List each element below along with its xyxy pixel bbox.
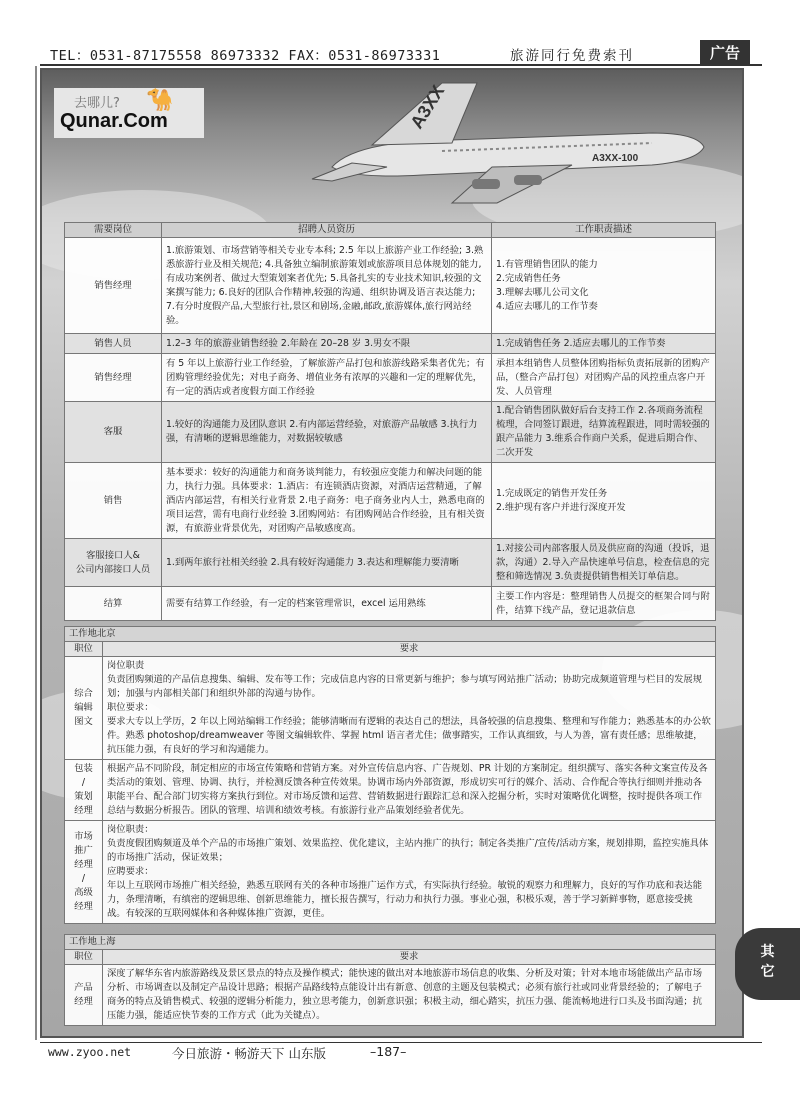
table-row	[65, 965, 716, 1026]
row-position: 客服	[65, 402, 162, 463]
jobs-table	[64, 222, 716, 621]
row-position: 客服接口人& 公司内部接口人员	[65, 539, 162, 587]
shanghai-col-requirements: 要求	[103, 950, 716, 965]
shanghai-col-position: 职位	[65, 950, 103, 965]
ad-tag: 广告	[700, 40, 750, 66]
page-footer	[40, 1042, 762, 1060]
row-duties	[492, 587, 716, 621]
row-requirements	[103, 821, 716, 924]
beijing-jobs-table	[64, 626, 716, 924]
row-position: 结算	[65, 587, 162, 621]
row-requirements	[103, 657, 716, 760]
row-duties	[492, 354, 716, 402]
row-requirements: 基本要求：较好的沟通能力和商务谈判能力，有较强应变能力和解决问题的能力，执行力强。具体要求：1.酒店：有连锁酒店资源，对酒店运营精通，了解酒店内部运营，有相关行业背景 2.电子商务：电子商务业内人士，熟悉电商的项目运营，需有电商行业经验 3.团购网站：有团购网站合作经验，且有相关资源，有旅游业背景优先，对团购产品敏感度高。	[162, 463, 492, 539]
jobs-table-header	[65, 223, 716, 238]
row-position: 综合 编辑 图文	[65, 657, 103, 760]
advertisement-panel	[40, 68, 744, 1038]
page-header	[40, 40, 762, 66]
row-duties	[492, 334, 716, 354]
requirement-line: 年以上互联网市场推广相关经验，熟悉互联网有关的各种市场推广运作方式，有实际执行经验。敏锐的观察力和理解力，良好的写作功底和表达能力，条理清晰，有缜密的逻辑思维、创新思维能力，擅长报告撰写，行动力和执行力强。事业心强，积极乐观，善于学习新鲜事物，愿意接受挑战。有较深的互联网媒体和各种媒体推广资源，更佳。	[107, 880, 703, 919]
row-requirements	[103, 965, 716, 1026]
row-duties	[492, 402, 716, 463]
plane-tail-text: A3XX	[406, 81, 449, 133]
duty-line: 1.对接公司内部客服人员及供应商的沟通（投诉，退款，沟通）2.导入产品快速单号信息，检查信息的完整和筛选情况 3.负责提供销售相关订单信息。	[496, 542, 710, 582]
section-side-tab: 其 它	[735, 928, 800, 1000]
duty-line: 1.完成既定的销售开发任务	[496, 487, 608, 499]
header-duties: 工作职责描述	[492, 223, 716, 238]
camel-icon: 🐪	[146, 88, 174, 113]
requirement-line: 要求大专以上学历，2 年以上网站编辑工作经验；能够清晰而有逻辑的表达自己的想法，具备较强的信息搜集、整理和写作能力；熟悉基本的办公软件。熟悉 photoshop/dreamweaver 等图文编辑软件、掌握 html 语言者尤佳；做事踏实，工作认真细致，与人为善，富有责任感；思维敏捷，抗压能力强，有良好的学习和沟通能力。	[107, 716, 711, 755]
row-requirements: 有 5 年以上旅游行业工作经验，了解旅游产品打包和旅游线路采集者优先；有团购管理经验优先；对电子商务、增值业务有浓厚的兴趣和一定的理解优先，有一定的酒店或者度假方面工作经验	[162, 354, 492, 402]
row-position: 销售	[65, 463, 162, 539]
requirement-line: 岗位职责：	[107, 824, 154, 835]
row-requirements: 需要有结算工作经验，有一定的档案管理常识，excel 运用熟练	[162, 587, 492, 621]
row-duties	[492, 463, 716, 539]
row-position: 产品 经理	[65, 965, 103, 1026]
table-row	[65, 402, 716, 463]
duty-line: 1.配合销售团队做好后台支持工作 2.各项商务流程梳理，合同签订跟进，结算流程跟进，同时需较强的跟产品能力 3.维系合作商户关系，促进后期合作、二次开发	[496, 405, 710, 458]
qunar-logo	[54, 88, 204, 138]
duty-line: 承担本组销售人员整体团购指标负责拓展新的团购产品，（整合产品打包）对团购产品的风控重点客户开发、人员管理	[496, 357, 710, 397]
table-row	[65, 334, 716, 354]
duty-line: 主要工作内容是：整理销售人员提交的框架合同与附件，结算下线产品，登记退款信息	[496, 590, 710, 616]
duty-line: 1.有管理销售团队的能力	[496, 258, 598, 270]
footer-slogan: 今日旅游・畅游天下 山东版	[172, 1046, 326, 1061]
duty-line: 3.理解去哪儿公司文化	[496, 286, 589, 298]
contact-numbers: TEL：0531-87175558 86973332 FAX：0531-86973331	[50, 48, 441, 64]
duty-line: 2.完成销售任务	[496, 272, 561, 284]
header-requirements: 招聘人员资历	[162, 223, 492, 238]
table-row	[65, 539, 716, 587]
row-position: 市场 推广 经理 / 高级 经理	[65, 821, 103, 924]
page-number: –187–	[370, 1044, 407, 1059]
row-position: 销售经理	[65, 238, 162, 334]
row-position: 包装 / 策划 经理	[65, 760, 103, 821]
requirement-line: 应聘要求：	[107, 866, 154, 877]
row-requirements: 1.2–3 年的旅游业销售经验 2.年龄在 20–28 岁 3.男女不限	[162, 334, 492, 354]
requirement-line: 职位要求：	[107, 702, 154, 713]
requirement-line: 负责度假团购频道及单个产品的市场推广策划、效果监控、优化建议，主站内推广的执行；制定各类推广/宣传/活动方案，规划排期，监控实施具体的市场推广活动，保证效果；	[107, 838, 709, 863]
table-row	[65, 354, 716, 402]
row-duties	[492, 539, 716, 587]
row-duties	[492, 238, 716, 334]
requirement-line: 负责团购频道的产品信息搜集、编辑、发布等工作；完成信息内容的日常更新与维护；参与填写网站推广活动；协助完成频道管理与栏目的发展规划；加强与内部相关部门和组织外部的沟通与协作。	[107, 674, 703, 699]
table-row	[65, 587, 716, 621]
duty-line: 2.维护现有客户并进行深度开发	[496, 501, 626, 513]
table-row	[65, 238, 716, 334]
row-requirements: 1.旅游策划、市场营销等相关专业专本科; 2.5 年以上旅游产业工作经验; 3.熟悉旅游行业及相关规范; 4.具备独立编制旅游策划或旅游项目总体规划的能力,有成功案例者、做过大型策划案者优先; 5.具备扎实的专业技术知识,较强的文案撰写能力; 6.良好的团队合作精神,较强的沟通、组织协调及语言表达能力; 7.有分时度假产品,大型旅行社,景区和剧场,金融,邮政,旅游媒体,旅行网站经验。	[162, 238, 492, 334]
table-row	[65, 821, 716, 924]
beijing-location-label: 工作地北京	[65, 627, 716, 642]
row-position: 销售人员	[65, 334, 162, 354]
logo-english-text: Qunar.Com	[60, 110, 168, 132]
requirement-line: 根据产品不同阶段，制定相应的市场宣传策略和营销方案。对外宣传信息内容、广告规划、PR 计划的方案制定。组织撰写、落实各种文案宣传及各类活动的策划、管理、协调、执行，并检测反馈各种宣传效果。协调市场内外部资源，形成切实可行的媒介、活动、合作配合等执行细则并推动各职能平台、配合部门切实将方案执行到位。对市场反馈和运营、营销数据进行跟踪汇总和深入挖掘分析，实时对策略优化调整，按时提供各项工作总结与数据分析报告。团队的管理、培训和绩效考核。有旅游行业产品策划经验者优先。	[107, 763, 708, 816]
requirement-line: 深度了解华东省内旅游路线及景区景点的特点及操作模式；能快速的做出对本地旅游市场信息的收集、分析及对策；针对本地市场能做出产品市场分析、市场调查以及制定产品设计思路；根据产品路线特点能设计出有新意、创意的主题及包装模式；必须有旅行社或同业背景经验的；了解电子商务的特点及销售模式、较强的逻辑分析能力，独立思考能力，创新意识强；积极主动，细心踏实，抗压力强、能流畅地进行口头及书面沟通；抗压能力强，能适应快节奏的工作方式（此为关键点）。	[107, 968, 703, 1021]
row-position: 销售经理	[65, 354, 162, 402]
table-row	[65, 463, 716, 539]
duty-line: 4.适应去哪儿的工作节奏	[496, 300, 598, 312]
logo-chinese-text: 去哪儿?	[74, 96, 120, 111]
table-row	[65, 657, 716, 760]
duty-line: 1.完成销售任务 2.适应去哪儿的工作节奏	[496, 337, 666, 349]
beijing-col-requirements: 要求	[103, 642, 716, 657]
left-margin-rule	[35, 66, 37, 1040]
header-position: 需要岗位	[65, 223, 162, 238]
beijing-col-position: 职位	[65, 642, 103, 657]
shanghai-jobs-table	[64, 934, 716, 1026]
table-row	[65, 760, 716, 821]
plane-body-text: A3XX-100	[592, 153, 639, 164]
shanghai-location-label: 工作地上海	[65, 935, 716, 950]
row-requirements: 1.较好的沟通能力及团队意识 2.有内部运营经验，对旅游产品敏感 3.执行力强，有清晰的逻辑思维能力，对数据较敏感	[162, 402, 492, 463]
row-requirements	[103, 760, 716, 821]
footer-url: www.zyoo.net	[48, 1045, 132, 1059]
requirement-line: 岗位职责	[107, 660, 145, 671]
airplane-image	[292, 75, 712, 210]
header-tagline: 旅游同行免费索刊	[510, 48, 634, 64]
row-requirements: 1.到两年旅行社相关经验 2.具有较好沟通能力 3.表达和理解能力要清晰	[162, 539, 492, 587]
